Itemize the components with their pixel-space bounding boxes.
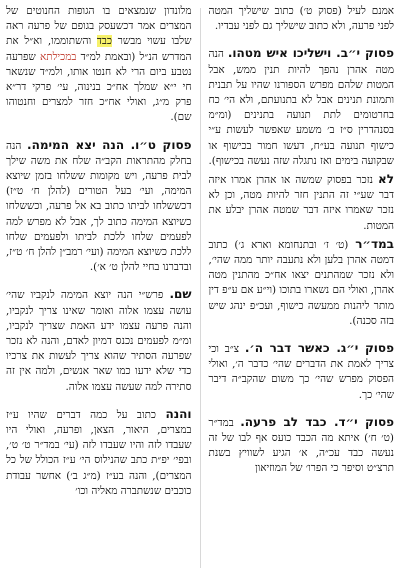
paragraph-text: פרש״י הנה יוצא המימה לנקביו שהי׳ עושה עצמו אלוה ואומר שאינו צריך לנקביו, והנה פרעה עצמו ידע האמת שצריך לנקביו, ומ״מ לפעמים נכנס דמיון לאדם, והנה לא נזכר שפרעה הסתיר שהוא צריך לעשות את צרכיו כדי שלא ידעו כמו שאר אנשים, ולמה אין זה סתירה למה שעשה עצמו אלוה.: [6, 289, 192, 393]
intro-paragraph-right: אמנם לעיל (פסוק ט׳) כתוב שישליך המטה לפני פרעה, ולא כתוב שישליך גם לפני עבדיו.: [208, 5, 394, 33]
paragraph-text: מלונדון שנמצאים בו הגופות החנוטים של המצרים אמר דכשעסק בגופם של פרעה ראה שלבו עשוי מבשר כבד והשתוממו, וא״ל את המדרש הנ״ל (ובאמת למ״ד במכילתא שפרעה נטבע ביום הרי לא חנטו אותו, ולמ״ד שנשאר חי י״א שמלך אח״כ בנינוה, עי׳ פרקי דר״א פרק מ״ג, ואולי אח״כ חזר למצרים וחנטוהו שם).: [6, 5, 192, 124]
section-heading: והנה: [165, 406, 192, 421]
paragraph-text: נזכר בפסוק שמשה או אהרן אמרו איזה דבר שע״י זה התנין חזר להיות מטה, וכן לא נזכר שאמרו איזה דבר שמטה אהרן יבלע את המטות.: [208, 174, 394, 232]
paragraph: [208, 341, 394, 403]
section-heading: פסוק י״ג. כאשר דבר ה׳.: [244, 341, 394, 356]
section-heading: שם.: [169, 287, 192, 302]
paragraph: [6, 138, 192, 276]
paragraph-text: במד״ר (ט׳ ח׳) איתא מה הכבד כועס אף לבו של זה נעשה כבד עכ״ה, א׳ הגיע לשוויץ בשנת תרצ״ט וסיפר כי הפרו׳ של המוזיאון: [208, 416, 394, 475]
column-divider: [200, 8, 201, 568]
highlighted-word: כבד: [96, 35, 113, 48]
column-left: [6, 4, 192, 576]
paragraph-text: (ט׳ ז׳ ובתנחומא וארא ג׳) כתוב דמטה אהרן בלען ולא נתעבה יותר ממה שהי׳, ולא נזכר שמהתנים יצאו אח״כ מהתנין מטה אהרן, ואולי הם נשארו בתוכו (וי״ע אם ע״פ דין מותר ליהנות ממעשה כישוף, ועכ״פ ינהג שיש בזה סכנה).: [208, 238, 394, 327]
paragraph-text: הנה מטה אהרן נהפך להיות תנין ממש, אבל המטות שלהם מפרש הספורנו שהיו על תבנית ותמונת תנינים אבל לא בתנועתם, ולא הי׳ כח בחרטומים לתת תנועה בתנינים (ומ״מ בסנהדרין ס״ז ב׳ משמע שאפשר לעשות ע״י כישוף תנועה בע״ח, דעשו חמור בכישוף או שבקועה בימים ואז נתגלה שזה נעשה בכישוף).: [208, 48, 394, 167]
section-heading: פסוק ט״ו. הנה יצא המימה.: [27, 137, 192, 152]
column-right: [208, 4, 394, 576]
intro-paragraph-left: [6, 4, 192, 126]
red-word: במכילתא: [40, 50, 77, 63]
paragraph-text: צ״ב וכי צריך לאמת את הדברים שהי׳ כדבר ה׳, ואולי הפסוק מפרש שהי׳ כך משום שהקב״ה דיבר שהי׳ כך.: [208, 343, 394, 401]
paragraph: [6, 287, 192, 394]
paragraph: [6, 407, 192, 499]
paragraph: [208, 415, 394, 477]
paragraph: [208, 46, 394, 169]
paragraph: [208, 237, 394, 329]
paragraph: [208, 172, 394, 234]
section-heading: במד״ר: [355, 236, 394, 251]
paragraph-text: הנה בחלק מהתראות הקב״ה שלח את משה שילך לבית פרעה, ויש מקומות ששלחו בזמן שיוצא המימה, ועי׳ בעל הטורים (להלן ח׳ ט״ז) דכששלחו לביתו כתוב בא אל פרעה, וכששלחו כשיוצא המימה כתוב לך, אבל לא מפרש למה לפעמים שלחו ללכת לביתו ולפעמים שלחו ללכת כשיוצא המימה (ועי׳ רמב״ן להלן ח׳ ט״ז, ובדברנו בחיי להלן ט׳ א׳).: [6, 139, 192, 274]
section-heading: פסוק י״ב. וישליכו איש מטהו.: [227, 46, 394, 61]
section-heading: פסוק י״ד. כבד לב פרעה.: [240, 414, 394, 429]
section-heading: לא: [378, 172, 394, 187]
paragraph-text: כתוב על כמה דברים שהיו ע״ז במצרים, היאור, הצאן, ופרעה, ואולי היו שעבדו לזה והיו שעבדו לזה (עי׳ במד״ר ט׳ ט׳, ובפי׳ יפ״ת כתב שהנילוס הי׳ ע״ז הכולל של כל המצרים), והנה בע״ז (מ״ג ב׳) אחשר עבודת כוכבים שנשתברה מאליה וכו׳: [6, 408, 192, 497]
